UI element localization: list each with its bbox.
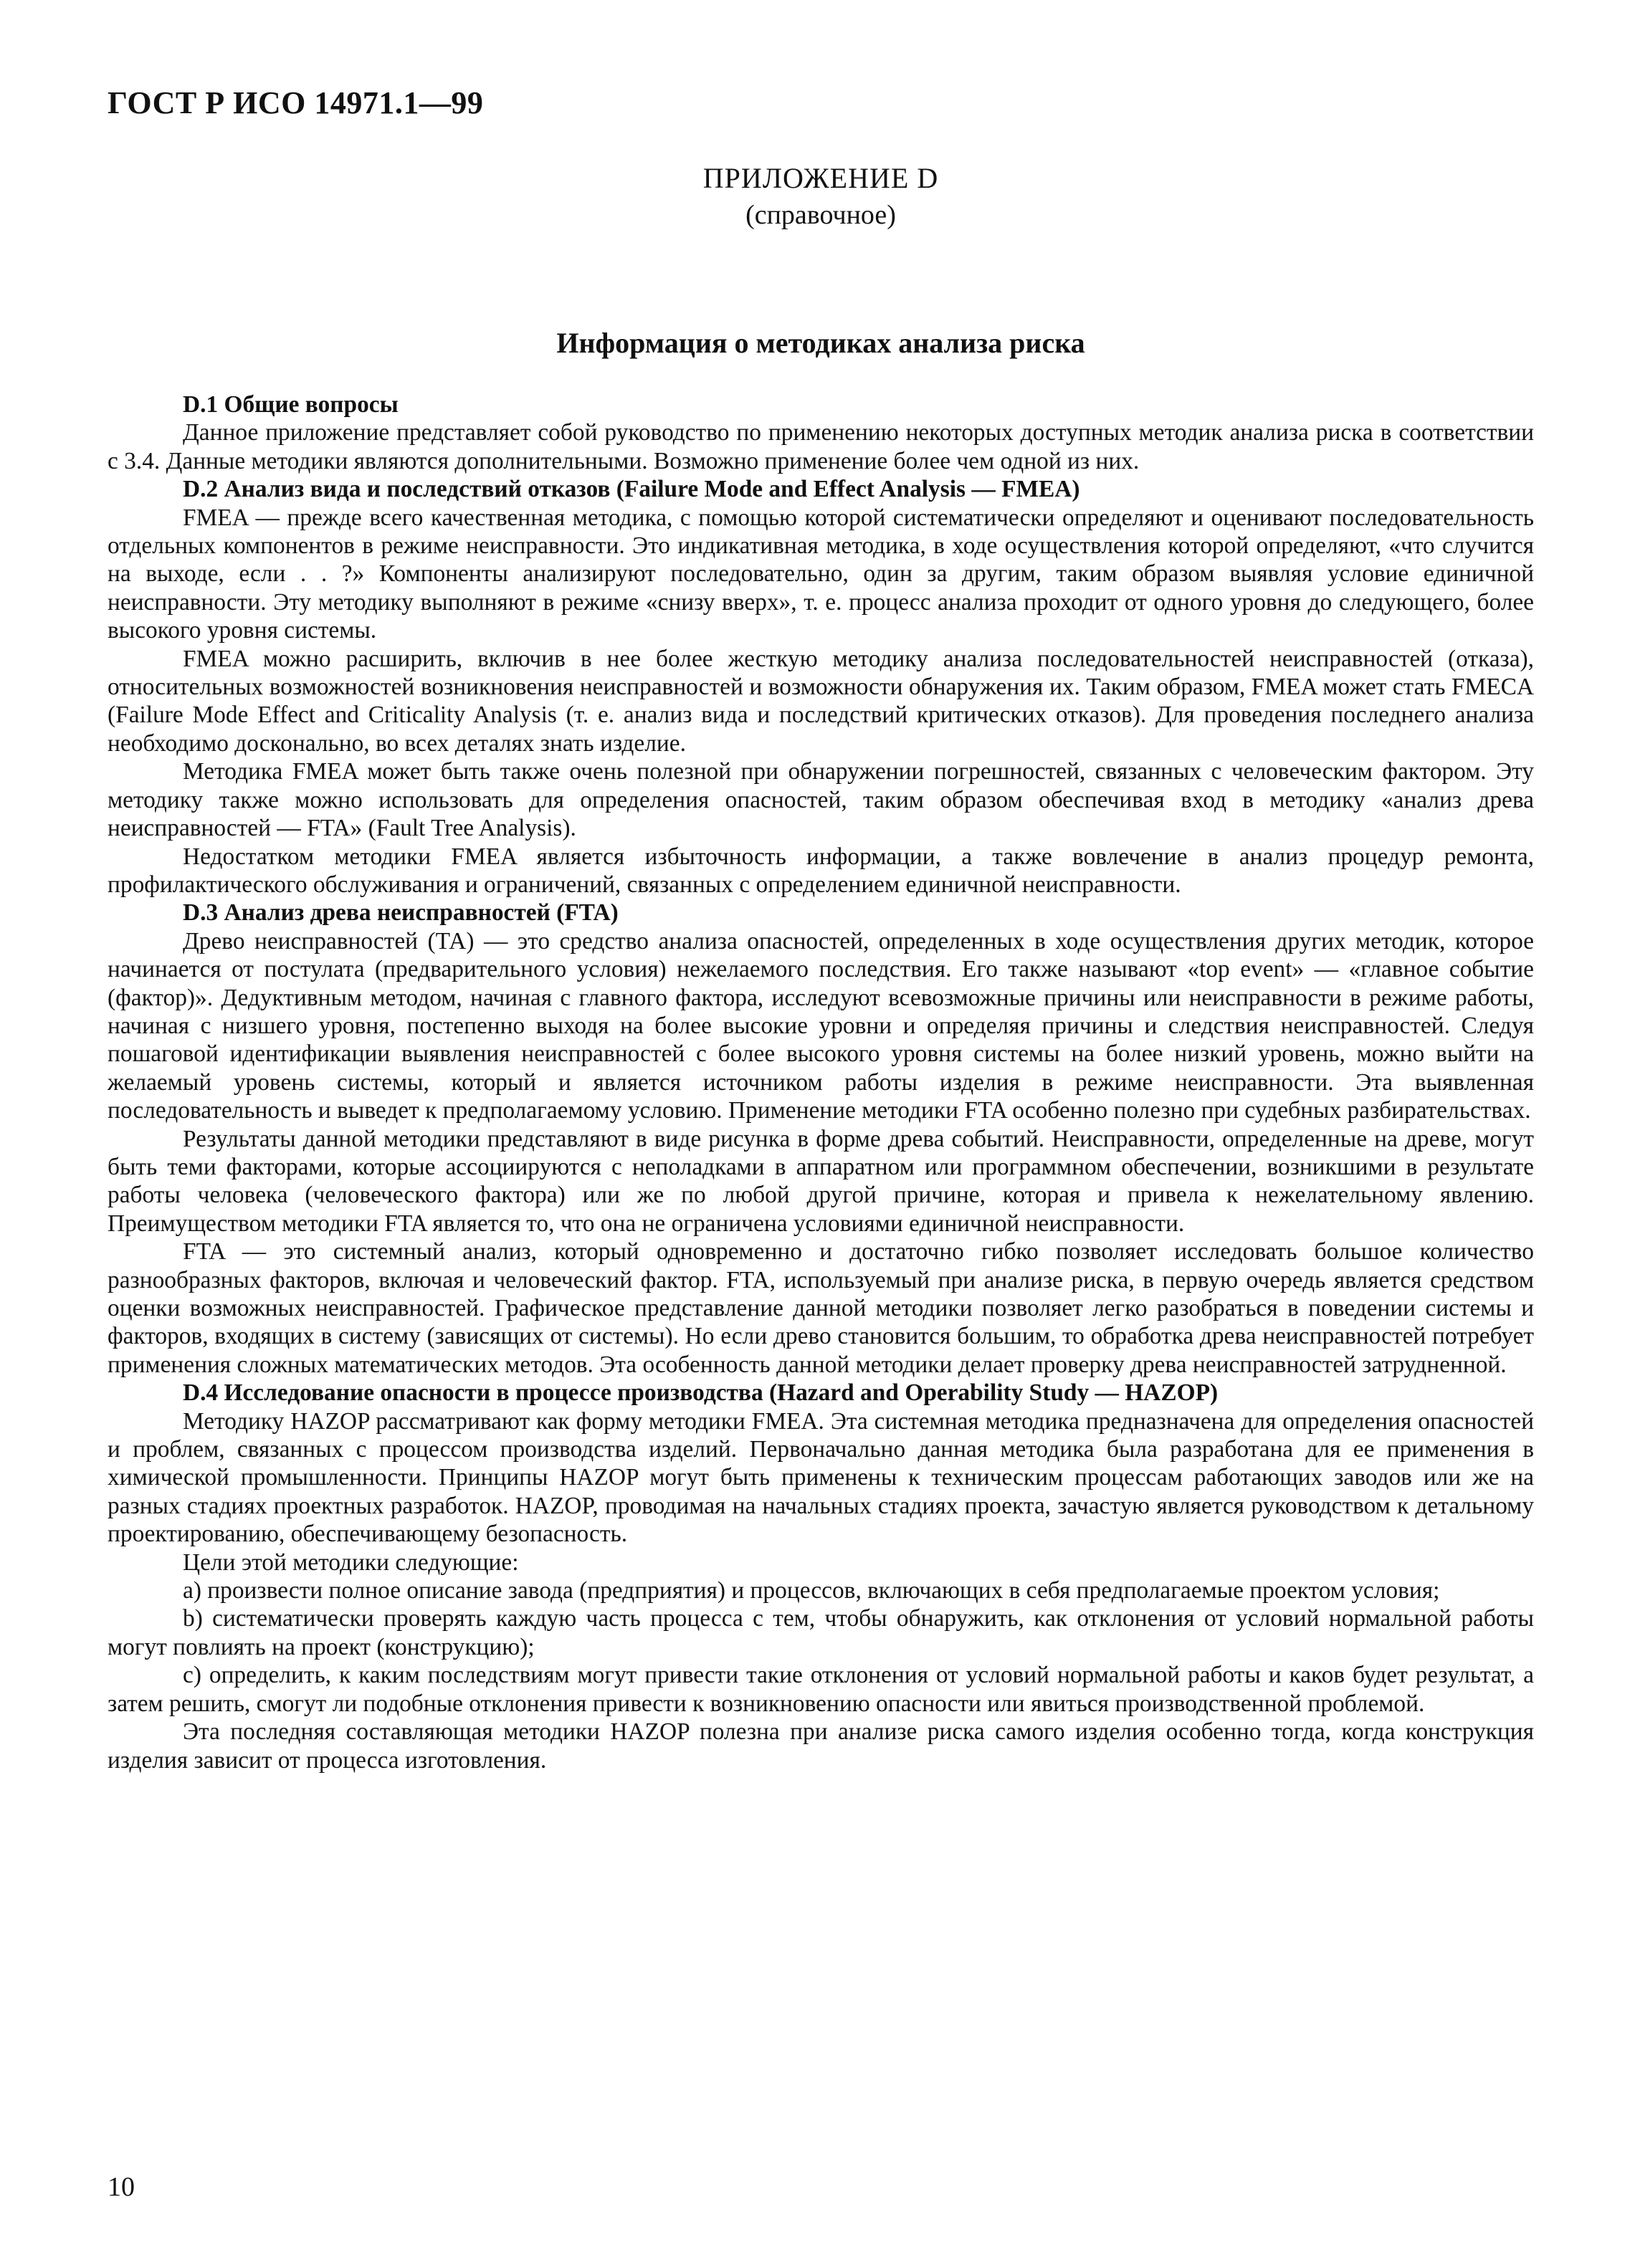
page-number: 10	[108, 2172, 135, 2202]
main-title: Информация о методиках анализа риска	[556, 327, 1085, 359]
section-d1-paragraph: Данное приложение представляет собой руководство по применению некоторых доступных методик анализа риска в соответствии с 3.4. Данные методики являются дополнительными. Возможно применение более чем одной из них.	[108, 419, 1534, 474]
section-d3-heading: D.3 Анализ древа неисправностей (FTA)	[183, 899, 619, 927]
section-d1-heading: D.1 Общие вопросы	[183, 391, 399, 418]
section-d3-paragraph-2: Результаты данной методики представляют в виде рисунка в форме древа событий. Неисправности, определенные на древе, могут быть теми факторами, которые ассоциируются с неполадками в аппаратном или программном обеспечении, возникшими в результате работы человека (человеческого фактора) или же по любой другой причине, которая и привела к нежелательному явлению. Преимуществом методики FTA является то, что она не ограничена условиями единичной неисправности.	[108, 1125, 1534, 1237]
section-d3-paragraph-3: FTA — это системный анализ, который одновременно и достаточно гибко позволяет исследовать большое количество разнообразных факторов, включая и человеческий фактор. FTA, используемый при анализе риска, в первую очередь является средством оценки возможных неисправностей. Графическое представление данной методики позволяет легко разобраться в поведении системы и факторов, входящих в систему (зависящих от системы). Но если древо становится большим, то обработка древа неисправностей потребует применения сложных математических методов. Эта особенность данной методики делает проверку древа неисправностей затрудненной.	[108, 1238, 1534, 1378]
section-d4-list-item-a: а) произвести полное описание завода (предприятия) и процессов, включающих в себя предполагаемые проектом условия;	[183, 1577, 1440, 1604]
section-d2-paragraph-4: Недостатком методики FMEA является избыточность информации, а также вовлечение в анализ процедур ремонта, профилактического обслуживания и ограничений, связанных с определением единичной неисправности.	[108, 843, 1534, 898]
document-body	[108, 391, 1534, 1774]
appendix-title: ПРИЛОЖЕНИЕ D	[702, 162, 939, 194]
section-d4-paragraph-3: Эта последняя составляющая методики HAZOP полезна при анализе риска самого изделия особенно тогда, когда конструкция изделия зависит от процесса изготовления.	[108, 1718, 1534, 1774]
section-d4-paragraph-2: Цели этой методики следующие:	[183, 1549, 519, 1576]
section-d2-paragraph-1: FMEA — прежде всего качественная методика, с помощью которой систематически определяют и оценивают последовательность отдельных компонентов в режиме неисправности. Это индикативная методика, в ходе осуществления которой определяют, «что случится на выходе, если . . ?» Компоненты анализируют последовательно, один за другим, таким образом выявляя условие единичной неисправности. Эту методику выполняют в режиме «снизу вверх», т. е. процесс анализа проходит от одного уровня до следующего, более высокого уровня системы.	[108, 504, 1534, 644]
section-d2-heading: D.2 Анализ вида и последствий отказов (Failure Mode and Effect Analysis — FMEA)	[183, 476, 1080, 503]
section-d4-list-item-c: с) определить, к каким последствиям могут привести такие отклонения от условий нормальной работы и каков будет результат, а затем решить, смогут ли подобные отклонения привести к возникновению опасности или явиться производственной проблемой.	[108, 1662, 1534, 1717]
section-d4-paragraph-1: Методику HAZOP рассматривают как форму методики FMEA. Эта системная методика предназначена для определения опасностей и проблем, связанных с процессом производства изделий. Первоначально данная методика была разработана для ее применения в химической промышленности. Принципы HAZOP могут быть применены к техническим процессам работающих заводов или же на разных стадиях проектных разработок. HAZOP, проводимая на начальных стадиях проекта, зачастую является руководством к детальному проектированию, обеспечивающему безопасность.	[108, 1407, 1534, 1548]
section-d2-paragraph-3: Методика FMEA может быть также очень полезной при обнаружении погрешностей, связанных с человеческим фактором. Эту методику также можно использовать для определения опасностей, таким образом обеспечивая вход в методику «анализ древа неисправностей — FTA» (Fault Tree Analysis).	[108, 758, 1534, 842]
appendix-subtitle: (справочное)	[745, 200, 896, 230]
section-d4-heading: D.4 Исследование опасности в процессе производства (Hazard and Operability Study — HAZOP)	[183, 1379, 1219, 1407]
section-d3-paragraph-1: Древо неисправностей (ТА) — это средство анализа опасностей, определенных в ходе осуществления других методик, которое начинается от постулата (предварительного условия) нежелаемого последствия. Его также называют «top event» — «главное событие (фактор)». Дедуктивным методом, начиная с главного фактора, исследуют всевозможные причины или неисправности в режиме работы, начиная с низшего уровня, постепенно выходя на более высокие уровни и определяя причины и следствия неисправностей. Следуя пошаговой идентификации выявления неисправностей с более высокого уровня системы на более низкий уровень, можно выйти на желаемый уровень системы, который и является источником работы изделия в режиме неисправности. Эта выявленная последовательность и выведет к предполагаемому условию. Применение методики FTA особенно полезно при судебных разбирательствах.	[108, 927, 1534, 1124]
section-d4-list-item-b: b) систематически проверять каждую часть процесса с тем, чтобы обнаружить, как отклонения от условий нормальной работы могут повлиять на проект (конструкцию);	[108, 1605, 1534, 1660]
section-d2-paragraph-2: FMEA можно расширить, включив в нее более жесткую методику анализа последовательностей неисправностей (отказа), относительных возможностей возникновения неисправностей и возможности обнаружения их. Таким образом, FMEA может стать FMECA (Failure Mode Effect and Criticality Analysis (т. е. анализ вида и последствий критических отказов). Для проведения последнего анализа необходимо досконально, во всех деталях знать изделие.	[108, 645, 1534, 757]
document-page	[108, 72, 1534, 2214]
document-code: ГОСТ Р ИСО 14971.1—99	[108, 85, 484, 120]
